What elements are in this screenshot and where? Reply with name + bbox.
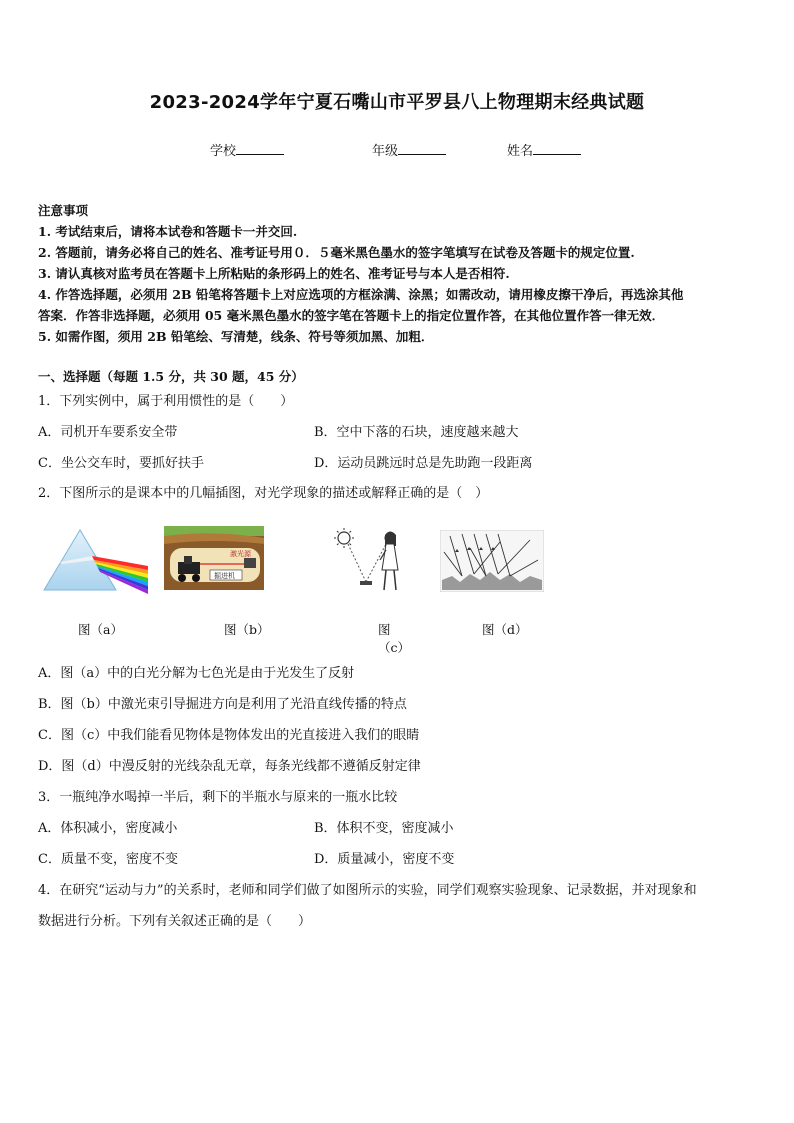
question-1-options-row2 — [38, 448, 760, 479]
notice-item: 答案．作答非选择题，必须用 05 毫米黑色墨水的签字笔在答题卡上的指定位置作答，在其他位置作答一律无效． — [38, 308, 665, 323]
option-b[interactable]: B．空中下落的石块，速度越来越大 — [314, 425, 519, 440]
option-c[interactable]: C．坐公交车时，要抓好扶手 — [38, 456, 204, 471]
diffuse-reflection-icon — [440, 530, 544, 592]
name-label: 姓名 — [507, 144, 534, 159]
notice-heading: 注意事项 — [38, 203, 89, 218]
option-d[interactable]: D．质量减小，密度不变 — [314, 852, 455, 867]
question-2-figures — [40, 526, 560, 655]
tunneling-machine-label: 掘进机 — [214, 572, 235, 580]
option-b[interactable]: B．图（b）中激光束引导掘进方向是利用了光沿直线传播的特点 — [38, 697, 407, 712]
option-c[interactable]: C．图（c）中我们能看见物体是物体发出的光直接进入我们的眼睛 — [38, 728, 420, 743]
notice-block — [38, 200, 760, 347]
figure-a-caption: 图（a） — [78, 622, 123, 637]
sun-reflection-icon — [330, 526, 410, 596]
tunnel-laser-icon — [164, 526, 264, 590]
question-2-stem: 2．下图所示的是课本中的几幅插图，对光学现象的描述或解释正确的是（ ） — [38, 486, 489, 501]
notice-item: 4. 作答选择题，必须用 2B 铅笔将答题卡上对应选项的方框涂满、涂黑；如需改动，请用橡皮擦干净后，再选涂其他 — [38, 287, 684, 302]
question-3-options-row1 — [38, 813, 760, 844]
section-choice — [38, 366, 760, 509]
figure-a — [40, 526, 152, 637]
figure-d-caption: 图（d） — [482, 622, 528, 637]
figure-d — [440, 530, 544, 637]
option-d[interactable]: D．运动员跳远时总是先助跑一段距离 — [314, 456, 533, 471]
notice-item: 5. 如需作图，须用 2B 铅笔绘、写清楚，线条、符号等须加黑、加粗． — [38, 329, 434, 344]
figure-c-caption: 图（c） — [378, 622, 411, 655]
option-d[interactable]: D．图（d）中漫反射的光线杂乱无章，每条光线都不遵循反射定律 — [38, 759, 421, 774]
option-c[interactable]: C．质量不变，密度不变 — [38, 852, 178, 867]
question-4-stem-line2: 数据进行分析。下列有关叙述正确的是（ ） — [38, 914, 312, 929]
figure-c — [330, 526, 411, 655]
page-title: 2023-2024学年宁夏石嘴山市平罗县八上物理期末经典试题 — [149, 92, 645, 113]
option-a[interactable]: A．司机开车要系安全带 — [38, 425, 178, 440]
school-field[interactable] — [210, 140, 284, 159]
section-heading: 一、选择题（每题 1.5 分，共 30 题，45 分） — [38, 369, 304, 384]
option-a[interactable]: A．图（a）中的白光分解为七色光是由于光发生了反射 — [38, 666, 355, 681]
name-field[interactable] — [507, 140, 581, 159]
question-1-stem: 1．下列实例中，属于利用惯性的是（ ） — [38, 394, 294, 409]
question-3-options-row2 — [38, 844, 760, 875]
prism-dispersion-icon — [40, 526, 152, 596]
question-1-options-row1 — [38, 417, 760, 448]
option-b[interactable]: B．体积不变，密度减小 — [314, 821, 454, 836]
notice-item: 1. 考试结束后，请将本试卷和答题卡一并交回. — [38, 224, 298, 239]
question-2-options — [38, 658, 760, 937]
question-4-stem-line1: 4．在研究“运动与力”的关系时，老师和同学们做了如图所示的实验，同学们观察实验现象、记录数据，并对现象和 — [38, 883, 697, 898]
figure-b-caption: 图（b） — [224, 622, 270, 637]
notice-item: 3. 请认真核对监考员在答题卡上所粘贴的条形码上的姓名、准考证号与本人是否相符. — [38, 266, 510, 281]
option-a[interactable]: A．体积减小，密度减小 — [38, 821, 178, 836]
grade-field[interactable] — [372, 140, 446, 159]
notice-item: 2. 答题前，请务必将自己的姓名、准考证号用０．５毫米黑色墨水的签字笔填写在试卷及答题卡的规定位置. — [38, 245, 635, 260]
figure-b — [164, 526, 270, 637]
grade-blank[interactable] — [398, 142, 446, 155]
grade-label: 年级 — [372, 144, 399, 159]
laser-source-label: 激光源 — [230, 550, 251, 558]
question-3-stem: 3．一瓶纯净水喝掉一半后，剩下的半瓶水与原来的一瓶水比较 — [38, 790, 398, 805]
name-blank[interactable] — [533, 142, 581, 155]
school-blank[interactable] — [236, 142, 284, 155]
school-label: 学校 — [210, 144, 237, 159]
